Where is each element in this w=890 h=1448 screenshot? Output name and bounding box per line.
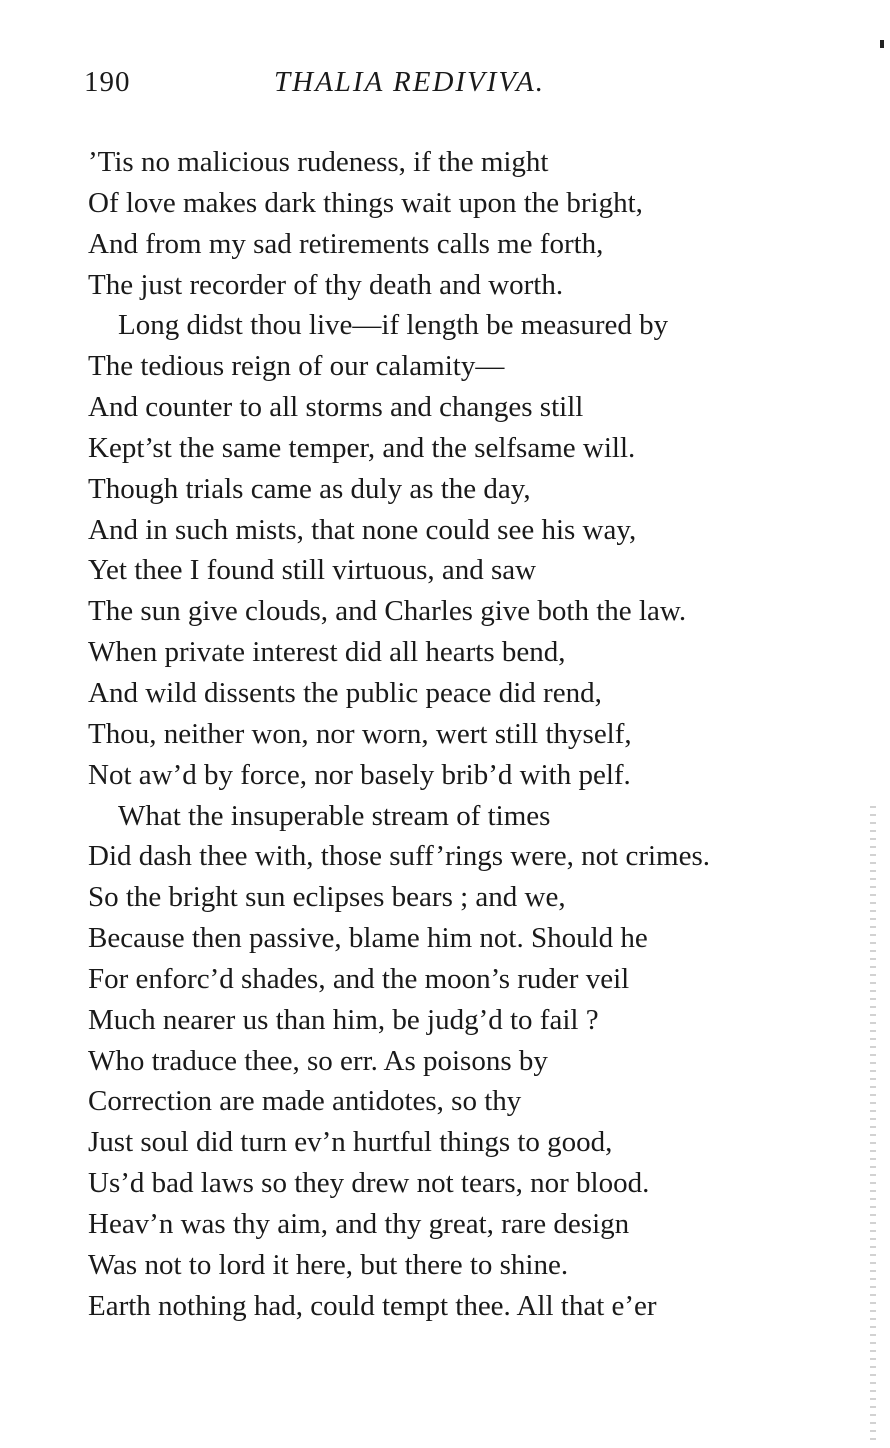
- poem-line: Who traduce thee, so err. As poisons by: [88, 1044, 548, 1077]
- poem-line: Yet thee I found still virtuous, and saw: [88, 554, 537, 587]
- poem-line: So the bright sun eclipses bears ; and we,: [88, 881, 566, 914]
- poem-line: When private interest did all hearts bend,: [88, 636, 566, 669]
- poem-line: Long didst thou live—if length be measured by: [118, 309, 669, 342]
- poem-line: Heav’n was thy aim, and thy great, rare design: [88, 1207, 630, 1240]
- poem-line: And wild dissents the public peace did rend,: [88, 676, 602, 709]
- poem-line: For enforc’d shades, and the moon’s ruder veil: [88, 962, 630, 995]
- poem-line: Though trials came as duly as the day,: [88, 472, 531, 505]
- poem-line: Just soul did turn ev’n hurtful things to good,: [88, 1126, 613, 1159]
- poem-line: Earth nothing had, could tempt thee. All that e’er: [88, 1289, 657, 1322]
- poem-text: [88, 142, 848, 1326]
- poem-line: The just recorder of thy death and worth.: [88, 268, 564, 301]
- poem-line: The tedious reign of our calamity—: [88, 350, 505, 383]
- page-edge-specks: [870, 800, 876, 1440]
- poem-line: Correction are made antidotes, so thy: [88, 1085, 522, 1118]
- poem-line: Kept’st the same temper, and the selfsame will.: [88, 431, 636, 464]
- poem-line: Did dash thee with, those suff’rings were, not crimes.: [88, 840, 711, 873]
- poem-line: And in such mists, that none could see his way,: [88, 513, 637, 546]
- page-edge-mark: [880, 40, 884, 48]
- poem-line: Much nearer us than him, be judg’d to fail ?: [88, 1003, 599, 1036]
- poem-line: Thou, neither won, nor worn, wert still thyself,: [88, 717, 632, 750]
- poem-line: The sun give clouds, and Charles give both the law.: [88, 595, 687, 628]
- poem-line: Not aw’d by force, nor basely brib’d with pelf.: [88, 758, 631, 791]
- poem-line: And counter to all storms and changes still: [88, 391, 584, 424]
- page-number: 190: [84, 66, 131, 98]
- poem-line: Because then passive, blame him not. Should he: [88, 922, 648, 955]
- poem-line: Was not to lord it here, but there to shine.: [88, 1248, 569, 1281]
- poem-line: Of love makes dark things wait upon the bright,: [88, 186, 643, 219]
- poem-line: Us’d bad laws so they drew not tears, nor blood.: [88, 1167, 650, 1200]
- poem-line: And from my sad retirements calls me forth,: [88, 227, 604, 260]
- page-header: [84, 66, 724, 106]
- poem-line: What the insuperable stream of times: [118, 799, 551, 832]
- poem-line: ’Tis no malicious rudeness, if the might: [88, 146, 549, 178]
- running-title: THALIA REDIVIVA.: [274, 66, 545, 98]
